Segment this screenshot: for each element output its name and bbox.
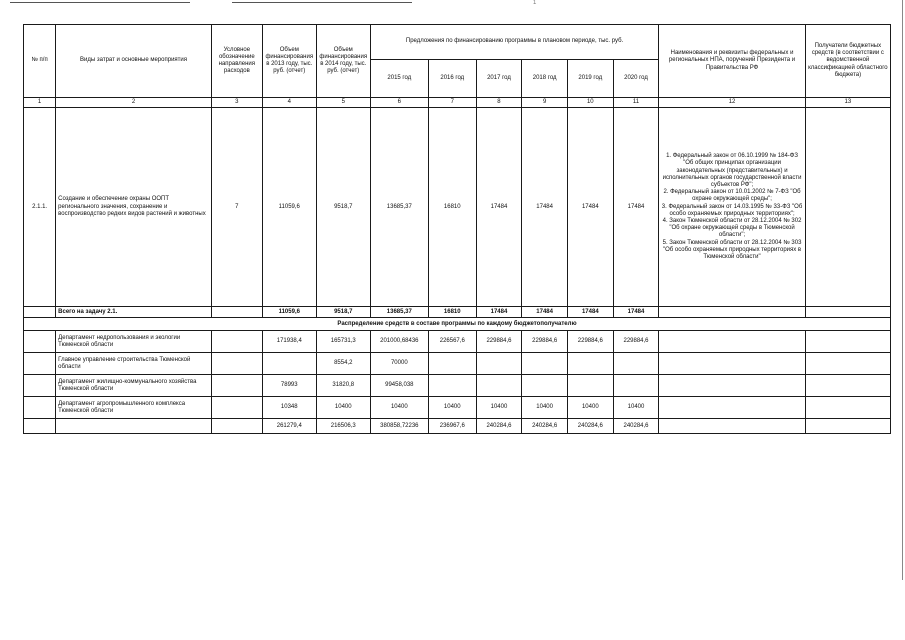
empty-cell bbox=[805, 375, 890, 397]
empty-cell bbox=[659, 307, 805, 318]
activity-name: Создание и обеспечение охраны ООПТ регионального значения, сохранение и воспроизводство редких видов растений и животных bbox=[56, 108, 212, 307]
task-total-2020: 17484 bbox=[613, 307, 659, 318]
main-activity-row bbox=[24, 108, 891, 307]
activity-2013: 11059,6 bbox=[262, 108, 316, 307]
empty-cell bbox=[211, 307, 262, 318]
recipient-2013: 78993 bbox=[262, 375, 316, 397]
column-number: 2 bbox=[56, 98, 212, 108]
empty-cell bbox=[659, 375, 805, 397]
activity-2014: 9518,7 bbox=[316, 108, 370, 307]
task-total-2013: 11059,6 bbox=[262, 307, 316, 318]
legal-act-item: 4. Закон Тюменской области от 28.12.2004 № 302 "Об охране окружающей среды в Тюменской области"; bbox=[662, 217, 802, 239]
grand-total-2019: 240284,6 bbox=[567, 419, 613, 434]
empty-cell bbox=[211, 353, 262, 375]
recipient-name: Департамент недропользования и экологии Тюменской области bbox=[56, 331, 212, 353]
recipient-2018: 229884,6 bbox=[522, 331, 568, 353]
empty-cell bbox=[24, 353, 56, 375]
empty-cell bbox=[659, 397, 805, 419]
column-number: 6 bbox=[370, 98, 428, 108]
task-total-2019: 17484 bbox=[567, 307, 613, 318]
recipient-2020 bbox=[613, 375, 659, 397]
column-number: 8 bbox=[476, 98, 522, 108]
empty-cell bbox=[659, 419, 805, 434]
grand-total-2017: 240284,6 bbox=[476, 419, 522, 434]
recipient-2017: 10400 bbox=[476, 397, 522, 419]
header-year-2016: 2016 год bbox=[428, 60, 476, 98]
legal-act-item: 2. Федеральный закон от 10.01.2002 № 7-ФЗ "Об охране окружающей среды"; bbox=[663, 189, 801, 203]
header-expense-types: Виды затрат и основные мероприятия bbox=[56, 25, 212, 98]
recipient-2018 bbox=[522, 375, 568, 397]
header-row-1 bbox=[24, 25, 891, 60]
activity-2020: 17484 bbox=[613, 108, 659, 307]
recipient-row bbox=[24, 353, 891, 375]
column-number-row bbox=[24, 98, 891, 108]
column-number: 5 bbox=[316, 98, 370, 108]
page-mark: 1 bbox=[533, 0, 537, 6]
empty-cell bbox=[805, 397, 890, 419]
legal-act-item: 3. Федеральный закон от 14.03.1995 № 33-ФЗ "Об особо охраняемых природных территориях"; bbox=[661, 203, 803, 217]
header-year-2017: 2017 год bbox=[476, 60, 522, 98]
recipient-2019: 10400 bbox=[567, 397, 613, 419]
recipient-2015: 99458,038 bbox=[370, 375, 428, 397]
column-number: 9 bbox=[522, 98, 568, 108]
recipient-2017: 229884,6 bbox=[476, 331, 522, 353]
recipient-row bbox=[24, 375, 891, 397]
activity-number: 2.1.1. bbox=[24, 108, 56, 307]
header-volume-2014: Объем финансирования в 2014 году, тыс. руб. (отчет) bbox=[316, 25, 370, 98]
recipient-2014: 10400 bbox=[316, 397, 370, 419]
recipient-2017 bbox=[476, 353, 522, 375]
empty-cell bbox=[211, 419, 262, 434]
header-year-2020: 2020 год bbox=[613, 60, 659, 98]
legal-act-item: 5. Закон Тюменской области от 28.12.2004 № 303 "Об особо охраняемых природных территориях в Тюменской области" bbox=[662, 239, 802, 260]
empty-cell bbox=[659, 353, 805, 375]
recipient-2016: 226567,6 bbox=[428, 331, 476, 353]
recipient-2016 bbox=[428, 375, 476, 397]
distribution-header-row bbox=[24, 318, 891, 331]
recipient-row bbox=[24, 331, 891, 353]
grand-total-2016: 236967,6 bbox=[428, 419, 476, 434]
empty-cell bbox=[24, 331, 56, 353]
recipient-2013: 171938,4 bbox=[262, 331, 316, 353]
recipient-2014: 31820,8 bbox=[316, 375, 370, 397]
recipient-2017 bbox=[476, 375, 522, 397]
task-total-row bbox=[24, 307, 891, 318]
task-total-2015: 13685,37 bbox=[370, 307, 428, 318]
recipient-name: Департамент агропромышленного комплекса Тюменской области bbox=[56, 397, 212, 419]
recipient-name: Департамент жилищно-коммунального хозяйства Тюменской области bbox=[56, 375, 212, 397]
empty-cell bbox=[805, 419, 890, 434]
empty-cell bbox=[659, 331, 805, 353]
header-year-2018: 2018 год bbox=[522, 60, 568, 98]
activity-2015: 13685,37 bbox=[370, 108, 428, 307]
empty-cell bbox=[24, 375, 56, 397]
recipient-row bbox=[24, 397, 891, 419]
grand-total-2013: 261279,4 bbox=[262, 419, 316, 434]
empty-cell bbox=[805, 307, 890, 318]
header-year-2015: 2015 год bbox=[370, 60, 428, 98]
recipient-2016: 10400 bbox=[428, 397, 476, 419]
column-number: 11 bbox=[613, 98, 659, 108]
header-recipients: Получатели бюджетных средств (в соответствии с ведомственной классификацией областного бюджета) bbox=[805, 25, 890, 98]
empty-cell bbox=[24, 419, 56, 434]
column-number: 3 bbox=[211, 98, 262, 108]
activity-2016: 16810 bbox=[428, 108, 476, 307]
recipient-2013: 10348 bbox=[262, 397, 316, 419]
empty-cell bbox=[805, 331, 890, 353]
recipient-2014: 8554,2 bbox=[316, 353, 370, 375]
header-planned-period: Предложения по финансированию программы в плановом периоде, тыс. руб. bbox=[370, 25, 659, 60]
recipient-2015: 10400 bbox=[370, 397, 428, 419]
distribution-title: Распределение средств в составе программы по каждому бюджетополучателю bbox=[24, 318, 891, 331]
top-border-line-left bbox=[10, 2, 190, 3]
column-number: 13 bbox=[805, 98, 890, 108]
page-edge-line bbox=[902, 0, 903, 580]
activity-code: 7 bbox=[211, 108, 262, 307]
grand-total-2015: 380858,72236 bbox=[370, 419, 428, 434]
recipient-2014: 165731,3 bbox=[316, 331, 370, 353]
recipient-2015: 70000 bbox=[370, 353, 428, 375]
task-total-2014: 9518,7 bbox=[316, 307, 370, 318]
recipient-2018: 10400 bbox=[522, 397, 568, 419]
header-year-2019: 2019 год bbox=[567, 60, 613, 98]
recipient-2020: 229884,6 bbox=[613, 331, 659, 353]
empty-cell bbox=[805, 353, 890, 375]
empty-cell bbox=[211, 397, 262, 419]
column-number: 12 bbox=[659, 98, 805, 108]
task-total-2016: 16810 bbox=[428, 307, 476, 318]
legal-acts-cell bbox=[659, 108, 805, 307]
column-number: 10 bbox=[567, 98, 613, 108]
top-border-line-right bbox=[232, 2, 412, 3]
recipient-2018 bbox=[522, 353, 568, 375]
column-number: 1 bbox=[24, 98, 56, 108]
recipient-2016 bbox=[428, 353, 476, 375]
empty-cell bbox=[211, 375, 262, 397]
recipient-2019 bbox=[567, 375, 613, 397]
grand-total-row bbox=[24, 419, 891, 434]
recipient-2013 bbox=[262, 353, 316, 375]
header-num: № п/п bbox=[24, 25, 56, 98]
recipient-name: Главное управление строительства Тюменской области bbox=[56, 353, 212, 375]
task-total-label: Всего на задачу 2.1. bbox=[56, 307, 212, 318]
grand-total-2018: 240284,6 bbox=[522, 419, 568, 434]
empty-cell bbox=[24, 307, 56, 318]
header-volume-2013: Объем финансирования в 2013 году, тыс. руб. (отчет) bbox=[262, 25, 316, 98]
column-number: 4 bbox=[262, 98, 316, 108]
empty-cell bbox=[56, 419, 212, 434]
recipient-2019 bbox=[567, 353, 613, 375]
column-number: 7 bbox=[428, 98, 476, 108]
grand-total-2020: 240284,6 bbox=[613, 419, 659, 434]
header-code: Условное обозначение направления расходов bbox=[211, 25, 262, 98]
budget-table bbox=[23, 24, 891, 434]
task-total-2018: 17484 bbox=[522, 307, 568, 318]
empty-cell bbox=[211, 331, 262, 353]
activity-2019: 17484 bbox=[567, 108, 613, 307]
recipient-2020: 10400 bbox=[613, 397, 659, 419]
recipient-2020 bbox=[613, 353, 659, 375]
recipient-2015: 201000,68436 bbox=[370, 331, 428, 353]
activity-2018: 17484 bbox=[522, 108, 568, 307]
recipient-2019: 229884,6 bbox=[567, 331, 613, 353]
grand-total-2014: 216506,3 bbox=[316, 419, 370, 434]
legal-act-item: 1. Федеральный закон от 06.10.1999 № 184-ФЗ "Об общих принципах организации законодательных (представительных) и исполнительных органов государственной власти субъектов РФ"; bbox=[662, 153, 802, 189]
task-total-2017: 17484 bbox=[476, 307, 522, 318]
empty-cell bbox=[24, 397, 56, 419]
recipient-cell-empty bbox=[805, 108, 890, 307]
header-legal-acts: Наименования и реквизиты федеральных и региональных НПА, поручений Президента и Правительства РФ bbox=[659, 25, 805, 98]
activity-2017: 17484 bbox=[476, 108, 522, 307]
